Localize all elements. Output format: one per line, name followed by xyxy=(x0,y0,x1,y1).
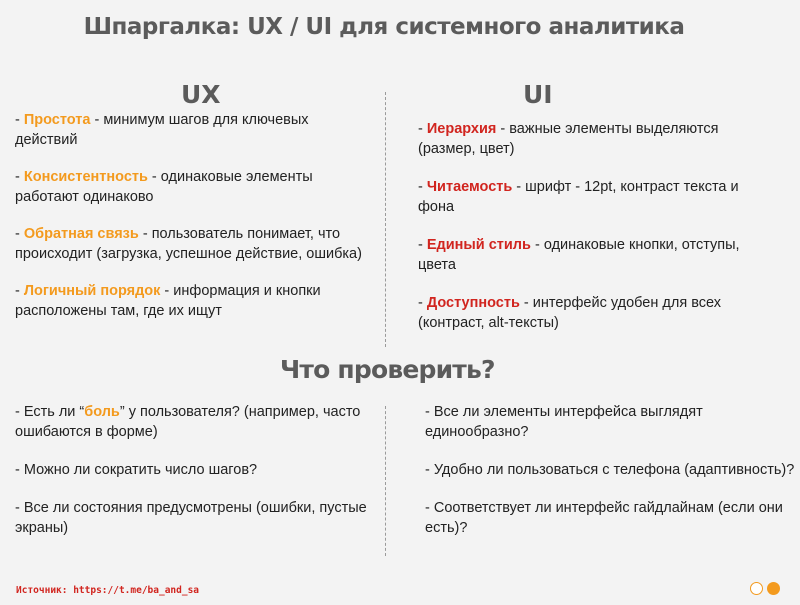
circle-outline-icon xyxy=(750,582,763,595)
ux-principle-text: - пользователь понимает, что происходит (загрузка, успешное действие, ошибка) xyxy=(15,226,362,262)
ux-checklist xyxy=(15,402,375,538)
ui-check-item: - Удобно ли пользоваться с телефона (адаптивность)? xyxy=(425,462,795,478)
ui-principle-text: - важные элементы выделяются (размер, цвет) xyxy=(418,121,719,157)
ui-principle-text: - одинаковые кнопки, отступы, цвета xyxy=(418,237,740,273)
ui-principle-term: Доступность xyxy=(426,295,520,311)
ux-check-text-before: - Есть ли “ xyxy=(15,404,85,420)
ui-principle-item: - Иерархия - важные элементы выделяются (размер, цвет) xyxy=(418,121,719,157)
ux-heading: UX xyxy=(181,80,221,109)
ux-check-highlight: боль xyxy=(84,404,120,420)
ui-check-item: - Все ли элементы интерфейса выглядят единообразно? xyxy=(425,404,703,440)
ui-principle-item: - Единый стиль - одинаковые кнопки, отступы, цвета xyxy=(418,237,740,273)
check-section-title: Что проверить? xyxy=(280,355,495,384)
source-link[interactable]: Источник: https://t.me/ba_and_sa xyxy=(16,585,200,596)
ux-principle-item: - Консистентность - одинаковые элементы работают одинаково xyxy=(15,169,313,205)
ui-principle-item: - Читаемость - шрифт - 12pt, контраст текста и фона xyxy=(418,179,739,215)
ui-check-item: - Соответствует ли интерфейс гайдлайнам (если они есть)? xyxy=(425,500,783,536)
ui-principle-term: Единый стиль xyxy=(426,237,531,253)
ux-principle-text: - информация и кнопки расположены там, где их ищут xyxy=(15,283,321,319)
ui-principle-term: Читаемость xyxy=(426,179,513,195)
ux-principles-list xyxy=(15,110,370,321)
ux-principle-text: - одинаковые элементы работают одинаково xyxy=(15,169,313,205)
ui-principle-text: - шрифт - 12pt, контраст текста и фона xyxy=(418,179,739,215)
ui-principle-term: Иерархия xyxy=(426,121,497,137)
ux-principle-item: - Логичный порядок - информация и кнопки расположены там, где их ищут xyxy=(15,283,321,319)
ux-principle-term: Консистентность xyxy=(23,169,148,185)
ux-check-text-after: ” у пользователя? (например, часто ошибаются в форме) xyxy=(15,404,361,440)
ux-principle-item: - Простота - минимум шагов для ключевых действий xyxy=(15,112,309,148)
ux-principle-term: Простота xyxy=(23,112,91,128)
ux-principle-item: - Обратная связь - пользователь понимает, что происходит (загрузка, успешное действие, ошибка) xyxy=(15,226,362,262)
ux-principle-term: Обратная связь xyxy=(23,226,139,242)
circle-filled-icon xyxy=(767,582,780,595)
ux-check-item xyxy=(15,402,375,442)
ui-principle-text: - интерфейс удобен для всех (контраст, alt-тексты) xyxy=(418,295,721,331)
column-divider-top xyxy=(385,92,386,347)
ui-principles-list xyxy=(418,119,778,333)
ux-principle-text: - минимум шагов для ключевых действий xyxy=(15,112,309,148)
ui-checklist xyxy=(425,402,795,538)
ux-check-item: - Можно ли сократить число шагов? xyxy=(15,462,258,478)
page-title: Шпаргалка: UX / UI для системного аналитика xyxy=(83,14,685,40)
ux-check-item: - Все ли состояния предусмотрены (ошибки, пустые экраны) xyxy=(15,500,367,536)
ui-heading: UI xyxy=(523,80,553,109)
slide-indicator xyxy=(750,580,790,598)
column-divider-bottom xyxy=(385,406,386,556)
ux-principle-term: Логичный порядок xyxy=(23,283,161,299)
ui-principle-item: - Доступность - интерфейс удобен для всех (контраст, alt-тексты) xyxy=(418,295,721,331)
